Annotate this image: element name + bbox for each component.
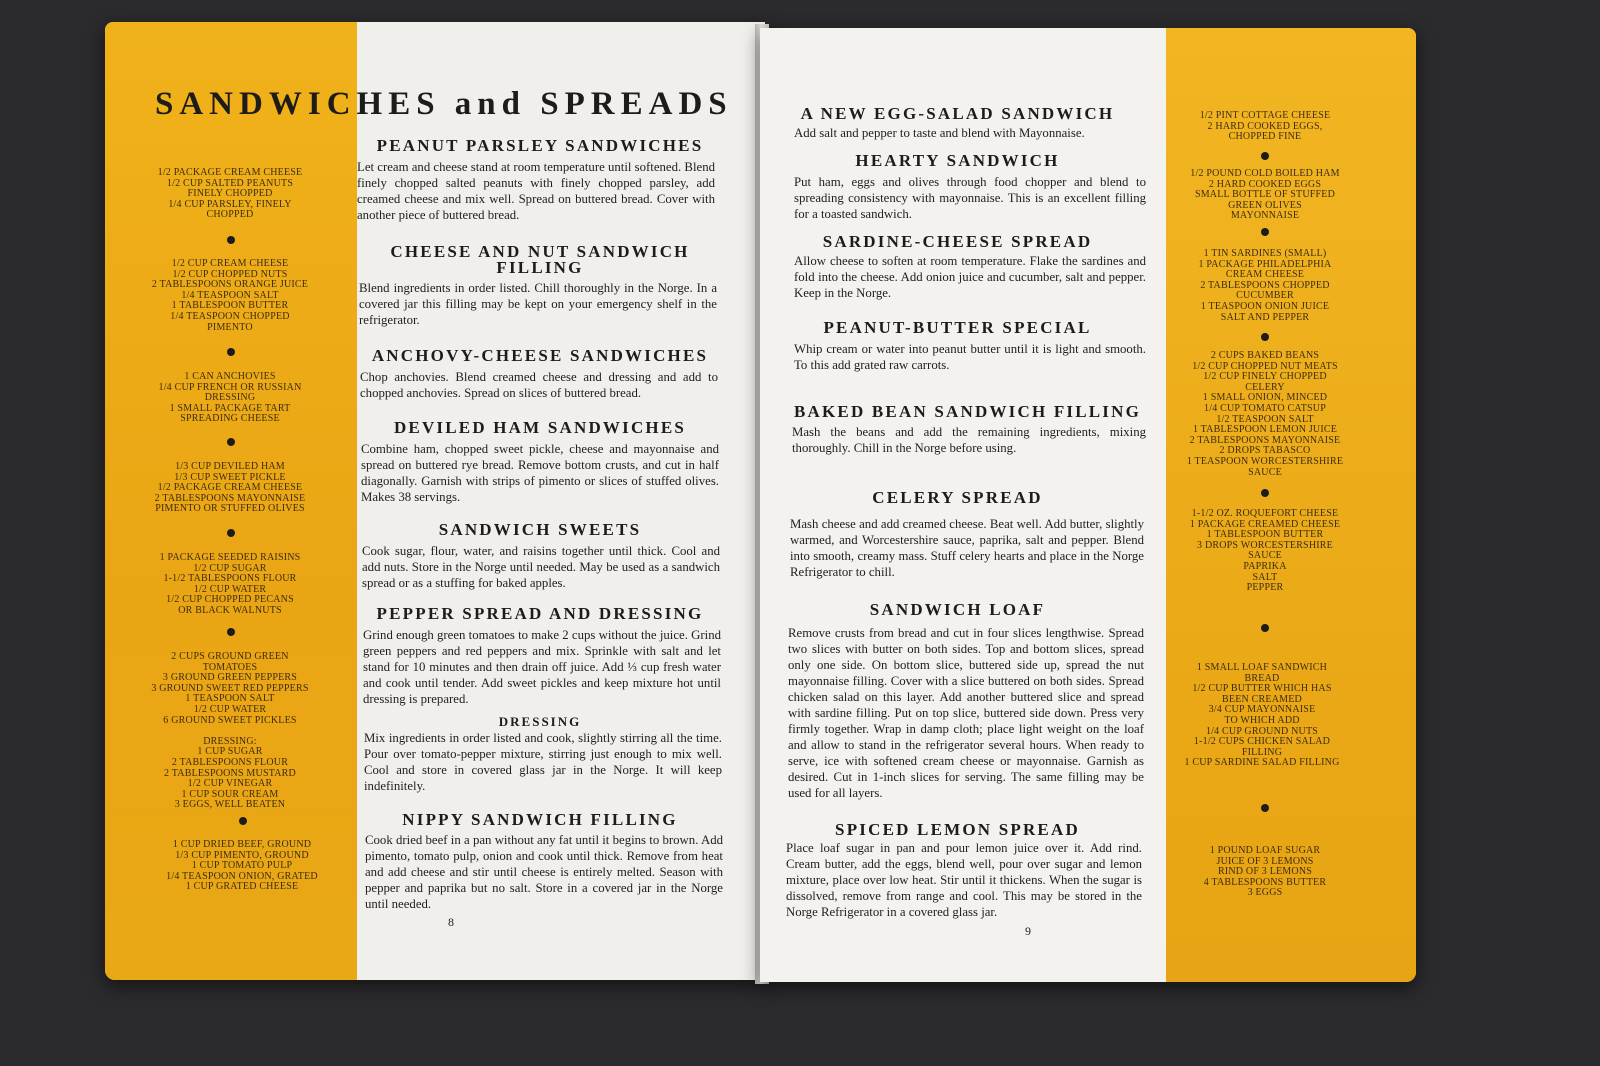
bullet-dot xyxy=(227,628,235,636)
ingredient-list: 1-1/2 OZ. ROQUEFORT CHEESE 1 PACKAGE CREAMED CHEESE 1 TABLESPOON BUTTER 3 DROPS WORCESTERSHIRE SAUCE PAPRIKA SALT PEPPER xyxy=(1189,508,1341,594)
ingredient-list: 1 CAN ANCHOVIES 1/4 CUP FRENCH OR RUSSIAN DRESSING 1 SMALL PACKAGE TART SPREADING CHEESE xyxy=(158,371,302,425)
recipe-text: Mash cheese and add creamed cheese. Beat well. Add butter, slightly warmed, and Worcestershire sauce, paprika, salt and pepper. Blend into smooth, creamy mass. Stuff celery hearts and place in the Norge Refrigerator to chill. xyxy=(790,517,1144,579)
bullet-dot xyxy=(1261,152,1269,160)
recipe-title: A NEW EGG-SALAD SANDWICH xyxy=(800,104,1115,123)
bullet-dot xyxy=(227,529,235,537)
ingredient-list: 1/2 PACKAGE CREAM CHEESE 1/2 CUP SALTED PEANUTS FINELY CHOPPED 1/4 CUP PARSLEY, FINELY CHOPPED xyxy=(157,167,303,221)
bullet-dot xyxy=(227,236,235,244)
ingredient-list: 1/2 POUND COLD BOILED HAM 2 HARD COOKED EGGS SMALL BOTTLE OF STUFFED GREEN OLIVES MAYONNAISE xyxy=(1190,168,1340,222)
recipe-title: BAKED BEAN SANDWICH FILLING xyxy=(793,402,1142,421)
ingredient-list: 1 SMALL LOAF SANDWICH BREAD 1/2 CUP BUTTER WHICH HAS BEEN CREAMED 3/4 CUP MAYONNAISE TO WHICH ADD 1/4 CUP GROUND NUTS 1-1/2 CUPS CHICKEN SALAD FILLING 1 CUP SARDINE SALAD FILLING xyxy=(1184,662,1340,769)
bullet-dot xyxy=(239,817,247,825)
page-number: 8 xyxy=(448,915,454,929)
recipe-text: Cook sugar, flour, water, and raisins together until thick. Cool and add nuts. Store in the Norge until needed. May be used as a sandwich spread or as a stuffing for baked apples. xyxy=(362,544,720,590)
dressing-title: DRESSING xyxy=(498,714,582,729)
recipe-title: ANCHOVY-CHEESE SANDWICHES xyxy=(371,346,709,365)
bullet-dot xyxy=(1261,333,1269,341)
recipe-title: PEANUT-BUTTER SPECIAL xyxy=(823,318,1092,337)
ingredient-list: 1 PACKAGE SEEDED RAISINS 1/2 CUP SUGAR 1-1/2 TABLESPOONS FLOUR 1/2 CUP WATER 1/2 CUP CHOPPED PECANS OR BLACK WALNUTS xyxy=(159,552,301,616)
bullet-dot xyxy=(227,348,235,356)
recipe-text: Place loaf sugar in pan and pour lemon juice over it. Add rind. Cream butter, add the eggs, blend well, pour over sugar and lemon mixture, place over low heat. Stir until it thickens. When the sugar is dissolved, remove from range and cool. This may be stored in the Norge Refrigerator in a covered glass jar. xyxy=(786,841,1142,919)
ingredient-list: 1/2 CUP CREAM CHEESE 1/2 CUP CHOPPED NUTS 2 TABLESPOONS ORANGE JUICE 1/4 TEASPOON SALT 1 TABLESPOON BUTTER 1/4 TEASPOON CHOPPED PIMENTO xyxy=(151,258,309,333)
recipe-title: NIPPY SANDWICH FILLING xyxy=(402,810,678,829)
recipe-title: PEPPER SPREAD AND DRESSING xyxy=(376,604,704,623)
recipe-title: SARDINE-CHEESE SPREAD xyxy=(822,232,1093,251)
dressing-text: Mix ingredients in order listed and cook, slightly stirring all the time. Pour over tomato-pepper mixture, stirring just enough to mix well. Cool and store in covered glass jar in the Norge. It will keep indefinitely. xyxy=(364,731,722,793)
left-page xyxy=(105,22,765,980)
recipe-title: CHEESE AND NUT SANDWICH FILLING xyxy=(390,242,690,277)
recipe-text: Remove crusts from bread and cut in four slices lengthwise. Spread two slices with butter on both sides. Top and bottom slices, spread only one side. On bottom slice, buttered side up, spread the nut mayonnaise filling. Cover with a slice buttered on both sides. Spread chicken salad on this layer. Add another buttered slice and spread with sardine filling. Put on top slice, buttered side down. Press very firmly together. Wrap in damp cloth; place light weight on the loaf and allow to stand in the refrigerator several hours. When ready to serve, ice with softened cream cheese or mayonnaise. Garnish as desired. Cut in 1-inch slices for serving. The same filling may be used for all layers. xyxy=(788,626,1144,800)
recipe-text: Put ham, eggs and olives through food chopper and blend to spreading consistency with mayonnaise. This is an excellent filling for a toasted sandwich. xyxy=(794,175,1146,221)
recipe-text: Whip cream or water into peanut butter until it is light and smooth. To this add grated raw carrots. xyxy=(794,342,1146,372)
recipe-title: DEVILED HAM SANDWICHES xyxy=(393,418,687,437)
right-page xyxy=(760,28,1416,982)
recipe-text: Blend ingredients in order listed. Chill thoroughly in the Norge. In a covered jar this filling may be kept on your emergency shelf in the refrigerator. xyxy=(359,281,717,327)
ingredient-list: 1/2 PINT COTTAGE CHEESE 2 HARD COOKED EGGS, CHOPPED FINE xyxy=(1199,110,1331,143)
recipe-text: Combine ham, chopped sweet pickle, cheese and mayonnaise and spread on buttered rye bread. Remove bottom crusts, and cut in half diagonally. Garnish with strips of pimento or slices of stuffed olives. Makes 38 servings. xyxy=(361,442,719,504)
ingredient-list: 1 POUND LOAF SUGAR JUICE OF 3 LEMONS RIND OF 3 LEMONS 4 TABLESPOONS BUTTER 3 EGGS xyxy=(1203,845,1327,899)
bullet-dot xyxy=(1261,804,1269,812)
recipe-text: Add salt and pepper to taste and blend with Mayonnaise. xyxy=(794,126,1085,140)
recipe-title: CELERY SPREAD xyxy=(872,488,1043,507)
recipe-text: Mash the beans and add the remaining ingredients, mixing thoroughly. Chill in the Norge before using. xyxy=(792,425,1146,455)
recipe-title: HEARTY SANDWICH xyxy=(855,151,1060,170)
page-number: 9 xyxy=(1025,924,1031,938)
recipe-text: Chop anchovies. Blend creamed cheese and dressing and add to chopped anchovies. Spread on slices of buttered bread. xyxy=(360,370,718,400)
ingredient-list: 1 CUP DRIED BEEF, GROUND 1/3 CUP PIMENTO, GROUND 1 CUP TOMATO PULP 1/4 TEASPOON ONION, GRATED 1 CUP GRATED CHEESE xyxy=(166,839,318,893)
recipe-text: Grind enough green tomatoes to make 2 cups without the juice. Grind green peppers and red peppers and mix. Sprinkle with salt and let stand for 10 minutes and then drain off juice. Add ⅓ cup fresh water and cook until tender. Add sweet pickles and keep mixture hot until dressing is prepared. xyxy=(363,628,721,706)
recipe-title: SANDWICH LOAF xyxy=(869,600,1046,619)
ingredient-list: 1 TIN SARDINES (SMALL) 1 PACKAGE PHILADELPHIA CREAM CHEESE 2 TABLESPOONS CHOPPED CUCUMBER 1 TEASPOON ONION JUICE SALT AND PEPPER xyxy=(1198,248,1332,323)
recipe-title: PEANUT PARSLEY SANDWICHES xyxy=(376,136,704,155)
recipe-title: SPICED LEMON SPREAD xyxy=(835,820,1080,839)
recipe-text: Allow cheese to soften at room temperature. Flake the sardines and fold into the cheese. Add onion juice and cucumber, salt and pepper. Keep in the Norge. xyxy=(794,254,1146,300)
ingredient-list: 1/3 CUP DEVILED HAM 1/3 CUP SWEET PICKLE 1/2 PACKAGE CREAM CHEESE 2 TABLESPOONS MAYONNAISE PIMENTO OR STUFFED OLIVES xyxy=(154,461,306,515)
bullet-dot xyxy=(227,438,235,446)
ingredient-list: 2 CUPS BAKED BEANS 1/2 CUP CHOPPED NUT MEATS 1/2 CUP FINELY CHOPPED CELERY 1 SMALL ONION, MINCED 1/4 CUP TOMATO CATSUP 1/2 TEASPOON SALT 1 TABLESPOON LEMON JUICE 2 TABLESPOONS MAYONNAISE 2 DROPS TABASCO 1 TEASPOON WORCESTERSHIRE SAUCE xyxy=(1186,350,1344,478)
ingredient-list: 2 CUPS GROUND GREEN TOMATOES 3 GROUND GREEN PEPPERS 3 GROUND SWEET RED PEPPERS 1 TEASPOON SALT 1/2 CUP WATER 6 GROUND SWEET PICKLES DRESSING: 1 CUP SUGAR 2 TABLESPOONS FLOUR 2 TABLESPOONS MUSTARD 1/2 CUP VINEGAR 1 CUP SOUR CREAM 3 EGGS, WELL BEATEN xyxy=(151,651,309,811)
bullet-dot xyxy=(1261,489,1269,497)
bullet-dot xyxy=(1261,228,1269,236)
recipe-title: SANDWICH SWEETS xyxy=(438,520,642,539)
recipe-text: Let cream and cheese stand at room temperature until softened. Blend finely chopped salted peanuts with finely chopped parsley, add creamed cheese and mix well. Spread on buttered bread. Cover with another piece of buttered bread. xyxy=(357,160,715,222)
page-title: SANDWICHES and SPREADS xyxy=(155,86,733,122)
recipe-text: Cook dried beef in a pan without any fat until it begins to brown. Add pimento, tomato pulp, onion and cook until thick. Remove from heat and add cheese and stir until cheese is entirely melted. Season with pepper and paprika but no salt. Store in a covered jar in the Norge until needed. xyxy=(365,833,723,911)
bullet-dot xyxy=(1261,624,1269,632)
